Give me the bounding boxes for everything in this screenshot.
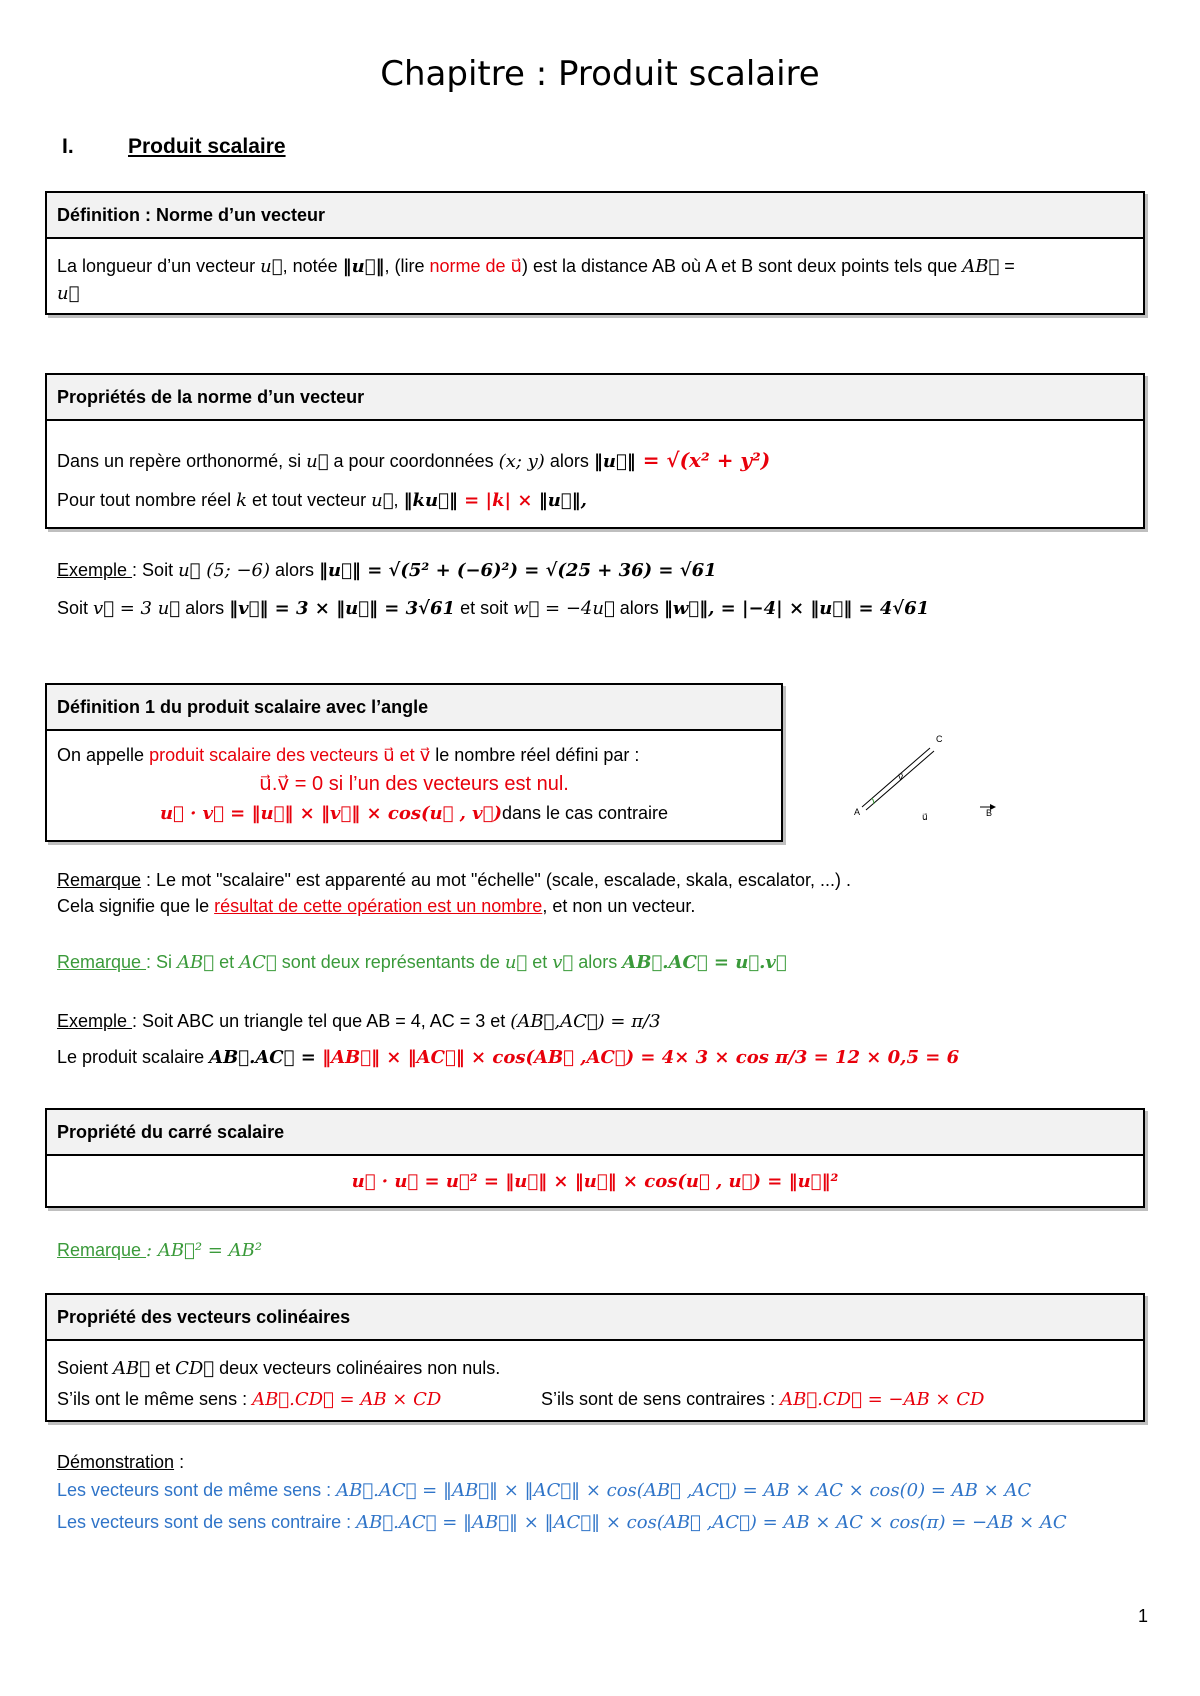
math-u: u⃗ — [260, 256, 283, 277]
math: u⃗ (5; −6) — [178, 560, 271, 581]
red-formula: u⃗ · u⃗ = u⃗² = ‖u⃗‖ × ‖u⃗‖ × cos(u⃗ , u⃗) = ‖u⃗‖² — [351, 1171, 839, 1192]
text: Dans un repère orthonormé, si — [57, 451, 307, 471]
math-norm-u: ‖u⃗‖, — [538, 490, 587, 511]
text: alors — [573, 952, 623, 972]
text: et — [214, 952, 240, 972]
label-b: B — [986, 808, 993, 818]
text: Soient — [57, 1358, 114, 1378]
text: alors — [270, 560, 320, 580]
math: w⃗ = −4u⃗ — [513, 598, 615, 619]
red-text: résultat de cette opération est un nombre — [214, 896, 543, 916]
text: : — [174, 1452, 185, 1472]
colineaires-box — [45, 1293, 1145, 1422]
proprietes-norme-body — [47, 421, 1143, 530]
red-text: norme de u⃗ — [429, 256, 522, 276]
label-c: C — [936, 734, 943, 744]
remarque1-line1 — [57, 870, 851, 891]
text: et tout vecteur — [247, 490, 372, 510]
definition1-header: Définition 1 du produit scalaire avec l’angle — [47, 685, 781, 731]
math: ‖u⃗‖ = √(5² + (−6)²) = √(25 + 36) = √61 — [319, 560, 717, 581]
math: AB⃗ — [113, 1358, 151, 1379]
angle-arc — [872, 798, 874, 804]
proprietes-norme-box — [45, 373, 1145, 529]
definition-norme-box — [45, 191, 1145, 315]
text: : Soit — [132, 560, 179, 580]
label-u: u⃗ — [922, 813, 928, 822]
remarque-label: Remarque — [57, 952, 147, 972]
math: CD⃗ — [175, 1358, 215, 1379]
text: sont deux représentants de — [276, 952, 505, 972]
math: : AB⃗² = AB² — [146, 1240, 263, 1261]
text: et — [527, 952, 553, 972]
text: Pour tout nombre réel — [57, 490, 237, 510]
math-u: u⃗ — [306, 451, 329, 472]
math-norm-ku: ‖ku⃗‖ — [403, 490, 458, 511]
colineaires-header: Propriété des vecteurs colinéaires — [47, 1295, 1143, 1341]
label-a: A — [854, 807, 861, 817]
page-number: 1 — [1137, 1606, 1148, 1626]
math-k: k — [236, 490, 248, 511]
red-formula: u⃗ · v⃗ = ‖u⃗‖ × ‖v⃗‖ × cos(u⃗ , v⃗) — [159, 803, 502, 824]
math: AB⃗.AC⃗ = ‖AB⃗‖ × ‖AC⃗‖ × cos(AB⃗ ,AC⃗) = AB × AC × cos(0) = AB × AC — [336, 1480, 1032, 1501]
text: a pour coordonnées — [328, 451, 499, 471]
text: : Si — [146, 952, 178, 972]
text: alors — [614, 598, 664, 618]
page-title: Chapitre : Produit scalaire — [380, 54, 820, 94]
text: , (lire — [384, 256, 430, 276]
text: Cela signifie que le — [57, 896, 215, 916]
exemple2-line1 — [57, 1011, 661, 1032]
colineaires-body — [47, 1341, 1143, 1425]
math: AB⃗.AC⃗ = ‖AB⃗‖ × ‖AC⃗‖ × cos(AB⃗ ,AC⃗) = AB × AC × cos(π) = −AB × AC — [356, 1512, 1067, 1533]
text: deux vecteurs colinéaires non nuls. — [214, 1358, 501, 1378]
text: et — [150, 1358, 176, 1378]
math-u: u⃗ — [57, 283, 80, 304]
text: Le produit scalaire — [57, 1047, 210, 1067]
definition-norme-body — [47, 239, 1143, 317]
remarque1-line2 — [57, 896, 695, 917]
red-formula: u⃗.v⃗ = 0 si l’un des vecteurs est nul. — [259, 773, 569, 795]
text: S’ils sont de sens contraires : — [541, 1389, 781, 1409]
text: alors — [544, 451, 594, 471]
carre-scalaire-box — [45, 1108, 1145, 1208]
proprietes-norme-header: Propriétés de la norme d’un vecteur — [47, 375, 1143, 421]
text: : Le mot "scalaire" est apparenté au mot "échelle" (scale, escalade, skala, escalator, ...) . — [141, 870, 851, 890]
math: ‖v⃗‖ = 3 × ‖u⃗‖ = 3√61 — [229, 598, 456, 619]
carre-scalaire-body — [47, 1156, 1143, 1205]
exemple2-line2 — [57, 1047, 959, 1068]
demonstration-title — [57, 1452, 184, 1473]
section-label: Produit scalaire — [128, 135, 286, 158]
text: le nombre réel défini par : — [430, 745, 640, 765]
exemple1-line1 — [57, 560, 717, 581]
math: AC⃗ — [239, 952, 277, 973]
text: Les vecteurs sont de même sens : — [57, 1480, 337, 1500]
red-formula: AB⃗.CD⃗ = AB × CD — [252, 1389, 442, 1410]
math: v⃗ = 3 u⃗ — [93, 598, 181, 619]
text: ) est la distance AB où A et B sont deux points tels que — [521, 256, 963, 276]
exemple-label: Exemple — [57, 1011, 133, 1031]
section-number: I. — [62, 135, 74, 158]
exemple1-line2 — [57, 598, 929, 619]
text: et soit — [455, 598, 514, 618]
section-heading — [62, 135, 286, 159]
text: alors — [180, 598, 230, 618]
demonstration-line1 — [57, 1480, 1031, 1501]
remarque2-line — [57, 952, 787, 973]
text: dans le cas contraire — [501, 803, 669, 823]
math-ab: AB⃗ — [962, 256, 1000, 277]
text: La longueur d’un vecteur — [57, 256, 261, 276]
math: AB⃗ — [177, 952, 215, 973]
definition-norme-header: Définition : Norme d’un vecteur — [47, 193, 1143, 239]
math-u: u⃗ — [371, 490, 394, 511]
remarque-label: Remarque — [57, 1240, 147, 1260]
demonstration-line2 — [57, 1512, 1067, 1533]
text: : Soit ABC un triangle tel que AB = 4, AC = 3 et — [132, 1011, 511, 1031]
exemple-label: Exemple — [57, 560, 133, 580]
text: Soit — [57, 598, 94, 618]
label-v: v⃗ — [898, 773, 904, 783]
carre-scalaire-header: Propriété du carré scalaire — [47, 1110, 1143, 1156]
definition1-body — [47, 731, 781, 838]
text: , notée — [282, 256, 343, 276]
math: AB⃗.AC⃗ = u⃗.v⃗ — [622, 952, 787, 973]
text: , et non un vecteur. — [542, 896, 696, 916]
remarque-label: Remarque — [57, 870, 142, 890]
red-formula: ‖AB⃗‖ × ‖AC⃗‖ × cos(AB⃗ ,AC⃗) = 4× 3 × cos π/3 = 12 × 0,5 = 6 — [322, 1047, 960, 1068]
text: On appelle — [57, 745, 150, 765]
math: ‖w⃗‖, = |−4| × ‖u⃗‖ = 4√61 — [663, 598, 930, 619]
remarque3-line — [57, 1240, 262, 1261]
text: = — [999, 256, 1015, 276]
red-formula: AB⃗.CD⃗ = −AB × CD — [780, 1389, 985, 1410]
math-norm-u: ‖u⃗‖ — [342, 256, 385, 277]
text: S’ils ont le même sens : — [57, 1389, 253, 1409]
red-formula: = |k| × — [457, 490, 539, 511]
math: (AB⃗,AC⃗) = π/3 — [510, 1011, 661, 1032]
text: Les vecteurs sont de sens contraire : — [57, 1512, 357, 1532]
red-formula: = √(x² + y²) — [635, 448, 771, 472]
red-text: produit scalaire des vecteurs u⃗ et v⃗ — [149, 745, 431, 765]
math: u⃗ — [504, 952, 528, 973]
math-norm-u: ‖u⃗‖ — [593, 451, 636, 472]
definition1-box — [45, 683, 783, 842]
vector-figure — [850, 722, 1000, 822]
math-coords: (x; y) — [498, 451, 545, 472]
demonstration-label: Démonstration — [57, 1452, 175, 1472]
text: , — [393, 490, 404, 510]
math: AB⃗.AC⃗ = — [209, 1047, 323, 1068]
math: v⃗ — [552, 952, 574, 973]
